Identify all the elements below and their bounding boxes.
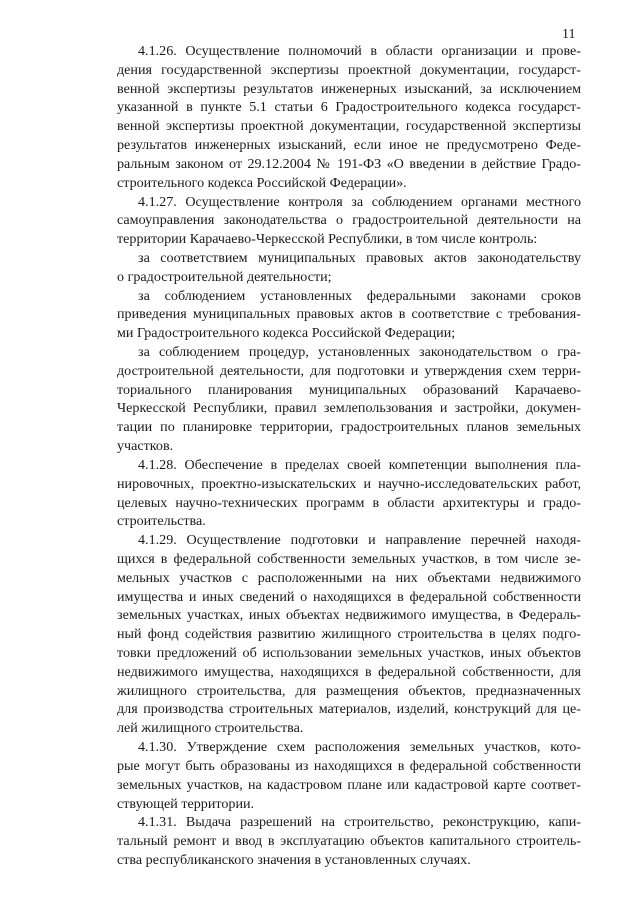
text-line: лей жилищного строительства. bbox=[117, 720, 304, 737]
text-line: целевых научно-технических программ в области архитектуры и градо- bbox=[117, 494, 581, 511]
text-line: недвижимого имущества, находящихся в федеральной собственности, для bbox=[117, 663, 581, 680]
text-line: 4.1.26. Осуществление полномочий в области организации и прове- bbox=[138, 43, 581, 59]
text-line: тации по планировке территории, градостроительных планов земельных bbox=[117, 419, 581, 436]
paragraph-4.1.28 bbox=[117, 456, 581, 531]
paragraph-4.1.26 bbox=[117, 42, 581, 193]
text-line: ториального планирования муниципальных образований Карачаево- bbox=[117, 381, 581, 398]
text-line: рые могут быть образованы из находящихся в федеральной собственности bbox=[117, 757, 581, 774]
paragraph-4.1.27-b bbox=[117, 287, 581, 343]
document-body bbox=[117, 42, 581, 870]
text-line: ства республиканского значения в установленных случаях. bbox=[117, 851, 471, 868]
text-line: венной экспертизы проектной документации, государственной экспертизы bbox=[117, 118, 581, 135]
text-line: 4.1.27. Осуществление контроля за соблюдением органами местного bbox=[138, 193, 581, 210]
text-line: щихся в федеральной собственности земельных участков, в том числе зе- bbox=[117, 550, 581, 567]
text-line: тальный ремонт и ввод в эксплуатацию объектов капитального строитель- bbox=[117, 833, 581, 850]
text-line: строительства. bbox=[117, 513, 206, 530]
text-line: указанной в пункте 5.1 статьи 6 Градостроительного кодекса государст- bbox=[117, 99, 581, 116]
text-line: о градостроительной деятельности; bbox=[117, 268, 332, 285]
text-line: ствующей территории. bbox=[117, 795, 255, 812]
paragraph-4.1.29 bbox=[117, 531, 581, 738]
text-line: венной экспертизы результатов инженерных изысканий, за исключением bbox=[117, 80, 581, 97]
text-line: участков. bbox=[117, 438, 174, 455]
text-line: нировочных, проектно-изыскательских и научно-исследовательских работ, bbox=[117, 475, 581, 492]
text-line: ми Градостроительного кодекса Российской Федерации; bbox=[117, 325, 456, 342]
text-line: результатов инженерных изысканий, если иное не предусмотрено Феде- bbox=[117, 137, 581, 154]
text-line: строительного кодекса Российской Федерации». bbox=[117, 174, 407, 191]
paragraph-4.1.27 bbox=[117, 193, 581, 249]
text-line: территории Карачаево-Черкесской Республики, в том числе контроль: bbox=[117, 231, 538, 248]
text-line: за соблюдением процедур, установленных законодательством о гра- bbox=[138, 344, 581, 360]
text-line: достроительной деятельности, для подготовки и утверждения схем терри- bbox=[117, 362, 581, 379]
paragraph-4.1.30 bbox=[117, 738, 581, 813]
text-line: за соблюдением установленных федеральными законами сроков bbox=[138, 287, 581, 304]
text-line: ральным законом от 29.12.2004 № 191-ФЗ «О введении в действие Градо- bbox=[117, 155, 581, 172]
text-line: для производства строительных материалов, изделий, конструкций для це- bbox=[117, 701, 581, 718]
text-line: ный фонд содействия развитию жилищного строительства в целях подго- bbox=[117, 626, 581, 643]
paragraph-4.1.31 bbox=[117, 813, 581, 869]
text-line: товки предложений об использовании земельных участков, иных объектов bbox=[117, 645, 581, 661]
text-line: земельных участках, иных объектах недвижимого имущества, в Федераль- bbox=[117, 607, 581, 624]
text-line: имущества и иных сведений о находящихся в федеральной собственности bbox=[117, 588, 581, 605]
text-line: земельных участков, на кадастровом плане или кадастровой карте соответ- bbox=[117, 776, 581, 793]
paragraph-4.1.27-a bbox=[117, 249, 581, 287]
text-line: 4.1.28. Обеспечение в пределах своей компетенции выполнения пла- bbox=[138, 456, 581, 473]
text-line: 4.1.29. Осуществление подготовки и направление перечней находя- bbox=[138, 532, 581, 549]
text-line: приведения муниципальных правовых актов в соответствие с требования- bbox=[117, 306, 581, 323]
text-line: за соответствием муниципальных правовых актов законодательству bbox=[138, 249, 581, 266]
text-line: 4.1.30. Утверждение схем расположения земельных участков, кото- bbox=[138, 739, 581, 756]
text-line: дения государственной экспертизы проектной документации, государст- bbox=[117, 61, 581, 78]
page-number: 11 bbox=[562, 27, 576, 42]
text-line: самоуправления законодательства о градостроительной деятельности на bbox=[117, 212, 581, 229]
paragraph-4.1.27-c bbox=[117, 343, 581, 456]
text-line: жилищного строительства, для размещения объектов, предназначенных bbox=[117, 682, 581, 699]
text-line: Черкесской Республики, правил землепользования и застройки, докумен- bbox=[117, 400, 581, 417]
text-line: 4.1.31. Выдача разрешений на строительство, реконструкцию, капи- bbox=[138, 814, 581, 831]
text-line: мельных участков с расположенными на них объектами недвижимого bbox=[117, 569, 581, 586]
